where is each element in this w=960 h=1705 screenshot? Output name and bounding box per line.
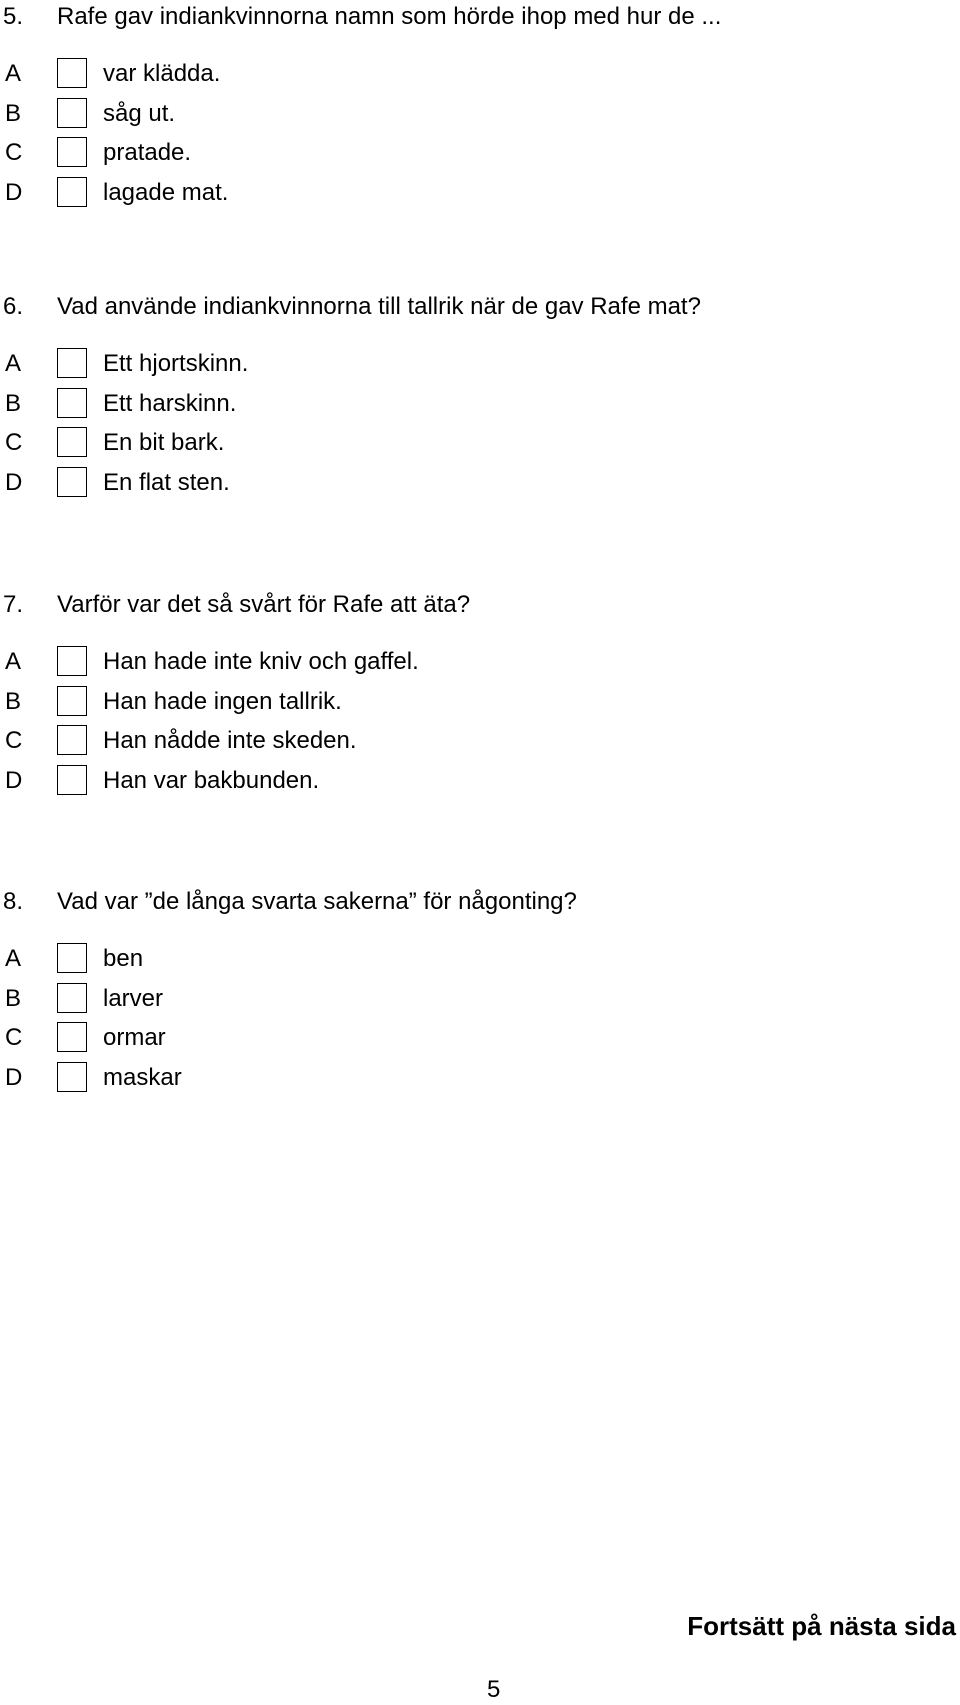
- option-text: pratade.: [103, 139, 192, 166]
- option-text: var klädda.: [103, 60, 221, 87]
- option-letter: A: [5, 350, 22, 377]
- option-text: lagade mat.: [103, 178, 229, 206]
- option-letter: D: [5, 178, 23, 206]
- answer-checkbox[interactable]: [57, 1022, 87, 1052]
- option-letter: C: [5, 139, 23, 166]
- answer-checkbox[interactable]: [57, 646, 87, 676]
- answer-checkbox[interactable]: [57, 943, 87, 973]
- question-title: [0, 885, 960, 919]
- option-a: [0, 642, 960, 682]
- answer-checkbox[interactable]: [57, 388, 87, 418]
- option-text: Han var bakbunden.: [103, 766, 320, 794]
- question-number: 5.: [3, 3, 24, 30]
- answer-options: [0, 344, 960, 502]
- option-c: [0, 721, 960, 761]
- question-title: [0, 588, 960, 622]
- question-text: Varför var det så svårt för Rafe att äta?: [57, 591, 471, 618]
- answer-checkbox[interactable]: [57, 686, 87, 716]
- option-letter: C: [5, 429, 23, 456]
- question-5: [0, 0, 960, 212]
- option-text: Ett harskinn.: [103, 389, 237, 417]
- question-title: [0, 0, 960, 34]
- answer-checkbox[interactable]: [57, 58, 87, 88]
- continue-next-page-text: Fortsätt på nästa sida: [687, 1611, 956, 1641]
- option-text: ben: [103, 945, 144, 972]
- answer-checkbox[interactable]: [57, 1062, 87, 1092]
- option-b: [0, 94, 960, 134]
- option-letter: D: [5, 1063, 23, 1091]
- option-b: [0, 682, 960, 722]
- option-letter: D: [5, 766, 23, 794]
- option-a: [0, 344, 960, 384]
- option-a: [0, 939, 960, 979]
- option-text: maskar: [103, 1063, 182, 1091]
- option-d: [0, 463, 960, 503]
- page-number: 5: [487, 1676, 501, 1703]
- option-c: [0, 133, 960, 173]
- option-a: [0, 54, 960, 94]
- option-d: [0, 1058, 960, 1098]
- answer-options: [0, 54, 960, 212]
- answer-checkbox[interactable]: [57, 725, 87, 755]
- option-c: [0, 423, 960, 463]
- option-text: ormar: [103, 1024, 166, 1051]
- answer-checkbox[interactable]: [57, 983, 87, 1013]
- option-letter: B: [5, 687, 22, 715]
- answer-checkbox[interactable]: [57, 467, 87, 497]
- answer-checkbox[interactable]: [57, 177, 87, 207]
- option-b: [0, 979, 960, 1019]
- answer-checkbox[interactable]: [57, 137, 87, 167]
- question-number: 8.: [3, 888, 24, 915]
- option-letter: A: [5, 60, 22, 87]
- question-7: [0, 588, 960, 800]
- option-letter: A: [5, 648, 22, 675]
- option-text: Han hade ingen tallrik.: [103, 687, 342, 715]
- option-text: såg ut.: [103, 99, 176, 127]
- question-8: [0, 885, 960, 1097]
- option-letter: C: [5, 1024, 23, 1051]
- answer-options: [0, 939, 960, 1097]
- option-text: En flat sten.: [103, 468, 230, 496]
- question-number: 6.: [3, 293, 24, 320]
- question-text: Vad använde indiankvinnorna till tallrik när de gav Rafe mat?: [57, 293, 701, 320]
- option-text: Han hade inte kniv och gaffel.: [103, 648, 419, 675]
- answer-checkbox[interactable]: [57, 98, 87, 128]
- question-6: [0, 290, 960, 502]
- question-title: [0, 290, 960, 324]
- option-d: [0, 761, 960, 801]
- question-text: Rafe gav indiankvinnorna namn som hörde ihop med hur de ...: [57, 3, 722, 30]
- option-c: [0, 1018, 960, 1058]
- option-b: [0, 384, 960, 424]
- option-text: larver: [103, 984, 164, 1012]
- option-letter: B: [5, 389, 22, 417]
- question-text: Vad var ”de långa svarta sakerna” för någonting?: [57, 888, 577, 915]
- option-d: [0, 173, 960, 213]
- option-letter: B: [5, 99, 22, 127]
- option-text: Ett hjortskinn.: [103, 350, 249, 377]
- option-letter: B: [5, 984, 22, 1012]
- option-letter: C: [5, 727, 23, 754]
- option-text: En bit bark.: [103, 429, 225, 456]
- answer-checkbox[interactable]: [57, 765, 87, 795]
- answer-options: [0, 642, 960, 800]
- question-number: 7.: [3, 591, 24, 618]
- option-letter: D: [5, 468, 23, 496]
- option-letter: A: [5, 945, 22, 972]
- answer-checkbox[interactable]: [57, 427, 87, 457]
- answer-checkbox[interactable]: [57, 348, 87, 378]
- option-text: Han nådde inte skeden.: [103, 727, 357, 754]
